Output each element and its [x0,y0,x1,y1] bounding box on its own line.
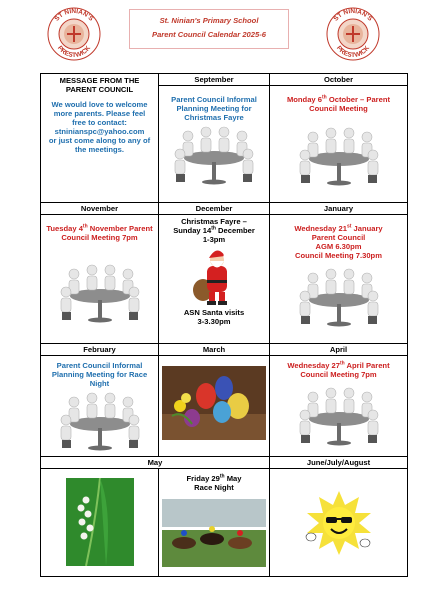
april-cell [270,356,408,457]
summer-cell [270,469,408,577]
asn-santa-event: ASN Santa visits 3-3.30pm [183,308,245,326]
school-name: St. Ninian's Primary School [159,16,259,25]
message-title: MESSAGE FROM THE PARENT COUNCIL [59,76,140,94]
month-february: February [41,344,159,356]
meeting-icon [297,266,381,328]
svg-text:PRESTWICK: PRESTWICK [334,44,372,60]
calendar-table [40,73,408,577]
calendar-title: Parent Council Calendar 2025-6 [152,30,266,39]
month-september: September [159,74,270,86]
november-event: Tuesday 4th November Parent Council Meeting 7pm [46,223,153,242]
january-cell [270,215,408,344]
santa-icon [189,246,239,306]
march-cell [159,356,270,457]
month-january: January [270,203,408,215]
october-cell [270,86,408,203]
may-flower-cell [41,469,159,577]
month-april: April [270,344,408,356]
school-logo-right [325,6,381,62]
sun-icon [299,487,379,557]
month-november: November [41,203,159,215]
month-october: October [270,74,408,86]
calendar-title-box [129,9,289,49]
month-december: December [159,203,270,215]
january-event: Wednesday 21st January Parent Council AGM 6.30pm Council Meeting 7.30pm [294,223,383,260]
lily-of-the-valley-photo [66,478,134,566]
meeting-clipart [172,124,256,186]
december-event: Christmas Fayre – Sunday 14th December 1-3pm [173,217,255,244]
month-may: May [41,457,270,469]
december-cell [159,215,270,344]
message-cell [41,74,159,203]
may-race-cell [159,469,270,577]
meeting-icon [58,262,142,324]
message-tail: or just come along to any of the meetings. [48,136,151,154]
svg-text:PRESTWICK: PRESTWICK [55,44,93,60]
month-summer: June/July/August [270,457,408,469]
svg-text:ST NINIAN'S: ST NINIAN'S [53,7,95,23]
meeting-icon [58,390,142,452]
september-event: Parent Council Informal Planning Meeting for Christmas Fayre [171,95,257,122]
february-cell [41,356,159,457]
month-march: March [159,344,270,356]
race-night-event: Friday 29th May Race Night [186,473,242,492]
horse-race-photo [162,499,266,567]
october-event: Monday 6th October – Parent Council Meeting [286,94,391,113]
november-cell [41,215,159,344]
easter-eggs-photo [162,366,266,440]
meeting-icon [297,385,381,447]
september-cell [159,86,270,203]
april-event: Wednesday 27th April Parent Council Meeting 7pm [287,360,390,379]
meeting-icon [172,124,256,186]
contact-email-link[interactable]: stninianspc@yahoo.com [54,127,145,136]
school-logo-left [46,6,102,62]
february-event: Parent Council Informal Planning Meeting for Race Night [51,361,148,388]
message-body: We would love to welcome more parents. Please feel free to contact: [51,100,148,127]
meeting-icon [297,125,381,187]
svg-text:ST NINIAN'S: ST NINIAN'S [332,7,374,23]
